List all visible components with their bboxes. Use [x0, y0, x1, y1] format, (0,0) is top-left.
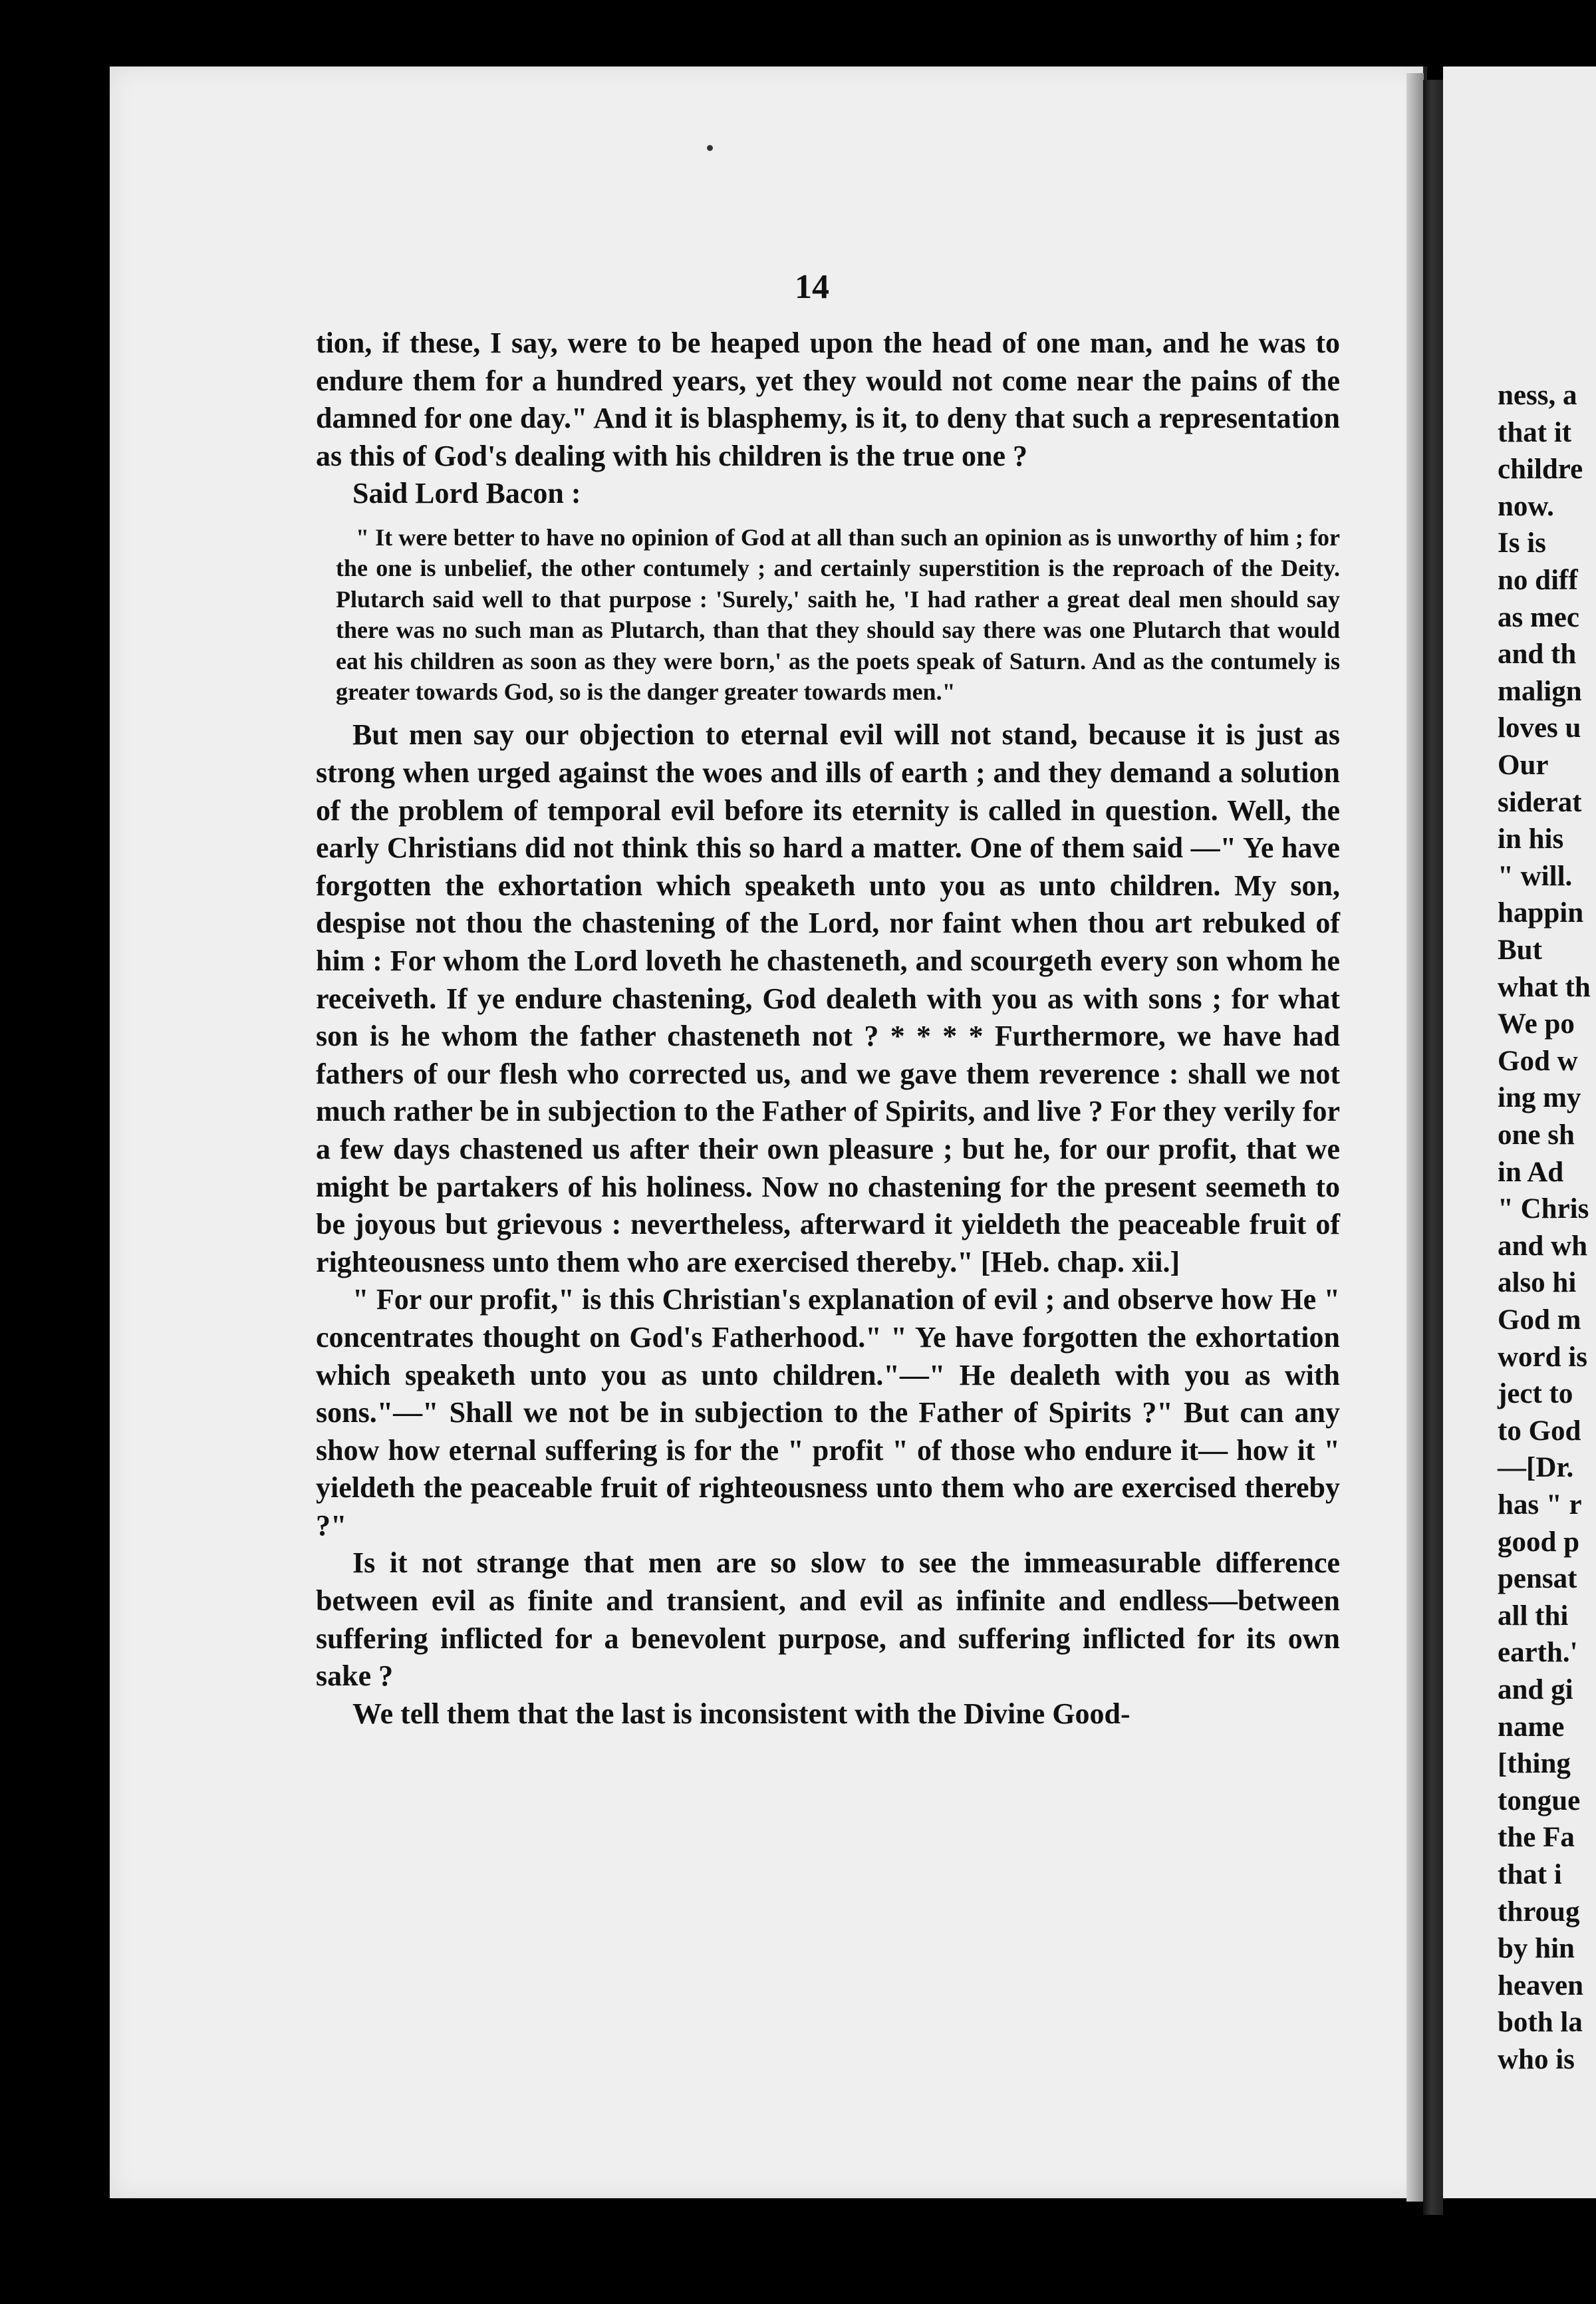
facing-page-line: throug: [1498, 1896, 1580, 1928]
book-gutter: [1423, 80, 1443, 2215]
page-number: 14: [795, 268, 829, 306]
facing-page-line: both la: [1498, 2007, 1583, 2039]
facing-page-line: no diff: [1498, 565, 1578, 596]
facing-page-line: " Chris: [1498, 1193, 1589, 1225]
facing-page-line: earth.': [1498, 1637, 1578, 1669]
paragraph-profit: " For our profit," is this Christian's explanation of evil ; and observe how He " concentrates thought on God's Fatherhood." " Ye have forgotten the exhortation which speaketh unto you as unto children."—" He dealeth with you as with sons."—" Shall we not be in subjection to the Father of Spirits ?" But can any show how eternal suffering is for the " profit " of those who endure it— how it " yieldeth the peaceable fruit of righteousness unto them who are exercised thereby ?": [316, 1283, 1340, 1542]
facing-page-line: name: [1498, 1711, 1565, 1743]
paragraph-difference: Is it not strange that men are so slow to see the immeasurable difference between evil as finite and transient, and evil as infinite and endless—between suffering inflicted for a benevolent purpose, and suffering inflicted for its own sake ?: [316, 1546, 1340, 1693]
facing-page-line: as mec: [1498, 601, 1579, 633]
facing-page-line: malign: [1498, 675, 1582, 707]
facing-page-line: pensat: [1498, 1563, 1577, 1595]
facing-page-line: to God: [1498, 1415, 1581, 1447]
facing-page-line: siderat: [1498, 786, 1582, 818]
speaker-line: Said Lord Bacon :: [352, 477, 581, 510]
facing-page-line: loves u: [1498, 712, 1581, 744]
facing-page-line: happin: [1498, 897, 1584, 929]
paragraph-continuation: tion, if these, I say, were to be heaped upon the head of one man, and he was to endure them for a hundred years, yet they would not come near the pains of the damned for one day." And it is blasphemy, is it, to deny that such a representation as this of God's dealing with his children is the true one ?: [316, 327, 1340, 472]
paragraph-objection: But men say our objection to eternal evil will not stand, because it is just as strong when urged against the woes and ills of earth ; and they demand a solution of the problem of temporal evil before its eternity is called in question. Well, the early Christians did not think this so hard a matter. One of them said —" Ye have forgotten the exhortation which speaketh unto you as unto children. My son, despise not thou the chastening of the Lord, nor faint when thou art rebuked of him : For whom the Lord loveth he chasteneth, and scourgeth every son whom he receiveth. If ye endure chastening, God dealeth with you as with sons ; for what son is he whom the father chasteneth not ? * * * * Furthermore, we have had fathers of our flesh who corrected us, and we gave them reverence : shall we not much rather be in subjection to the Father of Spirits, and live ? For they verily for a few days chastened us after their own pleasure ; but he, for our profit, that we might be partakers of his holiness. Now no chastening for the present seemeth to be joyous but grievous : nevertheless, afterward it yieldeth the peaceable fruit of righteousness unto them who are exercised thereby." [Heb. chap. xii.]: [316, 718, 1340, 1278]
facing-page-line: and gi: [1498, 1674, 1573, 1705]
facing-page-line: ing my: [1498, 1082, 1581, 1114]
facing-page-line: in Ad: [1498, 1156, 1564, 1188]
facing-page-line: what th: [1498, 971, 1591, 1003]
ink-speck: [707, 145, 713, 151]
facing-page-line: [thing: [1498, 1748, 1571, 1780]
facing-page-line: —[Dr.: [1498, 1452, 1574, 1484]
facing-page-line: We po: [1498, 1008, 1575, 1040]
facing-page-line: heaven: [1498, 1969, 1583, 2001]
facing-page-line: ject to: [1498, 1378, 1573, 1410]
facing-page-line: tongue: [1498, 1785, 1581, 1816]
facing-page-line: good p: [1498, 1526, 1580, 1558]
facing-page-line: God m: [1498, 1304, 1581, 1336]
facing-page-line: that i: [1498, 1859, 1562, 1890]
facing-page-line: now.: [1498, 490, 1554, 522]
facing-page-line: all thi: [1498, 1600, 1569, 1632]
facing-page-line: and th: [1498, 639, 1577, 670]
facing-page-line: But: [1498, 935, 1542, 966]
paragraph-closing: We tell them that the last is inconsistent with the Divine Good-: [352, 1697, 1130, 1730]
facing-page-line: and wh: [1498, 1230, 1588, 1262]
facing-page-line: word is: [1498, 1341, 1587, 1373]
facing-page-line: that it: [1498, 416, 1572, 448]
facing-page-line: also hi: [1498, 1267, 1577, 1299]
page-body: [316, 325, 1340, 1733]
facing-page-line: childre: [1498, 454, 1583, 486]
bacon-quote: " It were better to have no opinion of God at all than such an opinion as is unworthy of him ; for the one is unbelief, the other contumely ; and certainly superstition is the reproach of the Deity. Plutarch said well to that purpose : 'Surely,' saith he, 'I had rather a great deal men should say there was no such man as Plutarch, than that they should say there was one Plutarch that would eat his children as soon as they were born,' as the poets speak of Saturn. And as the contumely is greater towards God, so is the danger greater towards men.": [336, 523, 1340, 705]
facing-page-line: by hin: [1498, 1933, 1575, 1965]
facing-page-line: who is: [1498, 2044, 1575, 2075]
facing-page-line: Our: [1498, 750, 1549, 781]
facing-page-line: " will.: [1498, 860, 1573, 892]
facing-page-fragment: [1443, 67, 1596, 2198]
facing-page-line: Is is: [1498, 527, 1546, 559]
facing-page-line: ness, a: [1498, 380, 1577, 411]
facing-page-line: the Fa: [1498, 1822, 1575, 1854]
facing-page-line: one sh: [1498, 1119, 1575, 1151]
facing-page-line: God w: [1498, 1045, 1578, 1077]
facing-page-line: in his: [1498, 823, 1564, 855]
page-edge-shadow: [1406, 73, 1424, 2202]
facing-page-line: has " r: [1498, 1489, 1582, 1520]
